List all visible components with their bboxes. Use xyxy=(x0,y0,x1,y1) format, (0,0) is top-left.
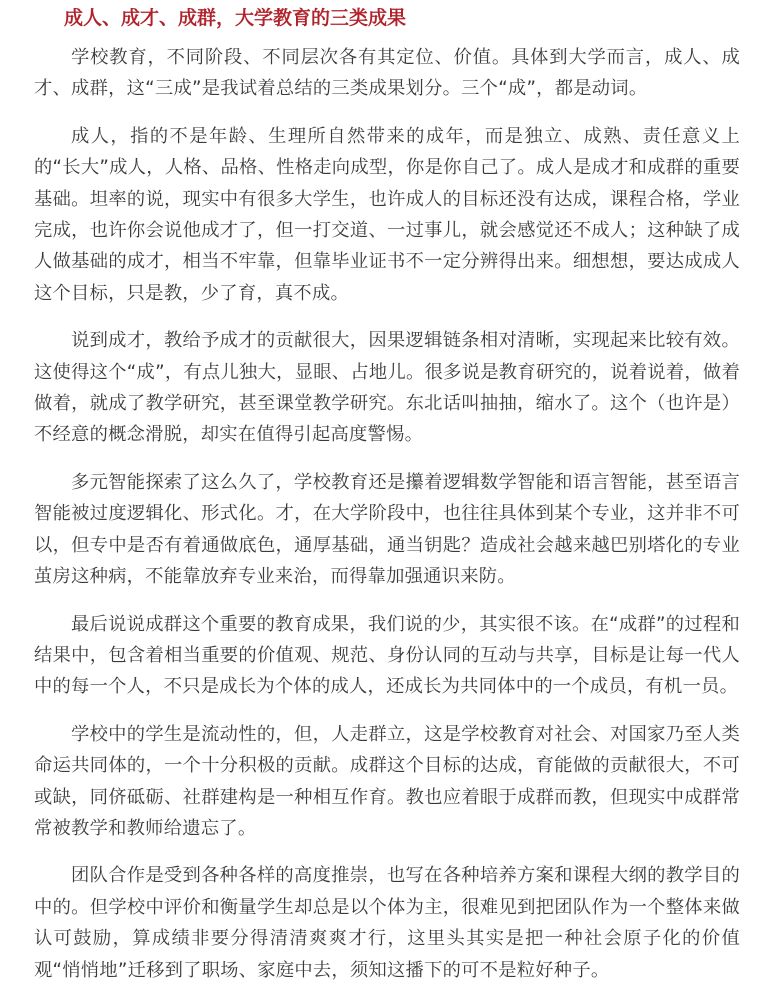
paragraph-intro: 学校教育，不同阶段、不同层次各有其定位、价值。具体到大学而言，成人、成才、成群，这“三成”是我试着总结的三类成果划分。三个“成”，都是动词。 xyxy=(34,47,740,100)
paragraph-teamwork: 团队合作是受到各种各样的高度推崇，也写在各种培养方案和课程大纲的教学目的中的。但学校中评价和衡量学生却总是以个体为主，很难见到把团队作为一个整体来做认可鼓励，算成绩非要分得清清爽爽才行，这里头其实是把一种社会原子化的价值观“悄悄地”迁移到了职场、家庭中去，须知这播下的可不是粒好种子。 xyxy=(34,865,740,981)
paragraph-multiple-intelligences: 多元智能探索了这么久了，学校教育还是攥着逻辑数学智能和语言智能，甚至语言智能被过度逻辑化、形式化。才，在大学阶段中，也往往具体到某个专业，这并非不可以，但专中是否有着通做底色，通厚基础，通当钥匙？造成社会越来越巴别塔化的专业茧房这种病，不能靠放弃专业来治，而得靠加强通识来防。 xyxy=(34,471,740,588)
paragraph-chengcai: 说到成才，教给予成才的贡献很大，因果逻辑链条相对清晰，实现起来比较有效。这使得这个“成”，有点儿独大，显眼、占地儿。很多说是教育研究的，说着说着，做着做着，就成了教学研究，甚至课堂教学研究。东北话叫抽抽，缩水了。这个（也许是）不经意的概念滑脱，却实在值得引起高度警惕。 xyxy=(34,330,740,446)
paragraph-chengqun: 最后说说成群这个重要的教育成果，我们说的少，其实很不该。在“成群”的过程和结果中，包含着相当重要的价值观、规范、身份认同的互动与共享，目标是让每一代人中的每一个人，不只是成长为个体的成人，还成长为共同体中的一个成员，有机一员。 xyxy=(34,613,740,698)
paragraph-chengren: 成人，指的不是年龄、生理所自然带来的成年，而是独立、成熟、责任意义上的“长大”成人，人格、品格、性格走向成型，你是你自己了。成人是成才和成群的重要基础。坦率的说，现实中有很多大学生，也许成人的目标还没有达成，课程合格，学业完成，也许你会说他成才了，但一打交道、一过事儿，就会感觉还不成人；这种缺了成人做基础的成才，相当不牢靠，但靠毕业证书不一定分辨得出来。细想想，要达成成人这个目标，只是教，少了育，真不成。 xyxy=(34,125,740,304)
article-title: 成人、成才、成群，大学教育的三类成果 xyxy=(64,7,407,29)
article xyxy=(34,0,740,986)
paragraph-student-mobility: 学校中的学生是流动性的，但，人走群立，这是学校教育对社会、对国家乃至人类命运共同体的，一个十分积极的贡献。成群这个目标的达成，育能做的贡献很大，不可或缺，同侪砥砺、社群建构是一种相互作育。教也应着眼于成群而教，但现实中成群常常被教学和教师给遗忘了。 xyxy=(34,723,740,839)
